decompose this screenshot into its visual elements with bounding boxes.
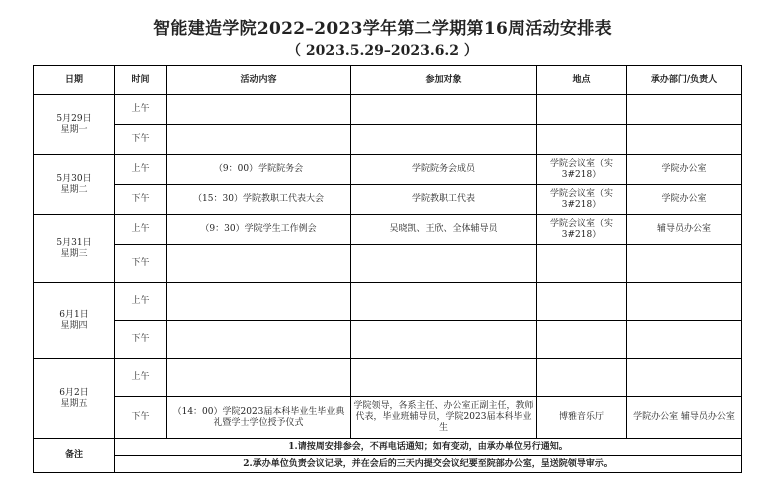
content-cell: （9：30）学院学生工作例会 (167, 215, 351, 245)
location-cell (537, 283, 627, 321)
notes-row (34, 439, 742, 456)
table-row (34, 321, 742, 359)
date-cell (34, 95, 115, 155)
date-cell (34, 215, 115, 283)
participants-cell (351, 245, 537, 283)
time-cell: 下午 (115, 185, 167, 215)
location-cell: 学院会议室（实3#218） (537, 215, 627, 245)
time-cell: 下午 (115, 321, 167, 359)
organizer-cell (627, 125, 742, 155)
location-cell (537, 321, 627, 359)
date: 6月1日 (59, 309, 89, 320)
notes-row (34, 456, 742, 473)
note-item: 2.承办单位负责会议记录，并在会后的三天内提交会议纪要至院部办公室，呈送院领导审示。 (115, 456, 742, 473)
weekday: 星期三 (60, 248, 88, 259)
time-cell: 下午 (115, 245, 167, 283)
table-row (34, 359, 742, 397)
organizer-cell (627, 321, 742, 359)
location-cell: 学院会议室（实3#218） (537, 185, 627, 215)
organizer-cell: 学院办公室 (627, 155, 742, 185)
header-content: 活动内容 (167, 66, 351, 95)
participants-cell (351, 321, 537, 359)
time-cell: 上午 (115, 359, 167, 397)
schedule-table (33, 65, 742, 473)
content-cell (167, 359, 351, 397)
table-row (34, 215, 742, 245)
date-cell (34, 155, 115, 215)
location-cell (537, 95, 627, 125)
weekday: 星期四 (60, 320, 88, 331)
table-row (34, 125, 742, 155)
participants-cell: 吴晓凯、王欣、全体辅导员 (351, 215, 537, 245)
content-cell (167, 125, 351, 155)
organizer-cell (627, 283, 742, 321)
table-row (34, 397, 742, 439)
content-cell: （14：00）学院2023届本科毕业生毕业典礼暨学士学位授予仪式 (167, 397, 351, 439)
notes-label: 备注 (34, 439, 115, 473)
participants-cell (351, 283, 537, 321)
organizer-cell (627, 95, 742, 125)
time-cell: 下午 (115, 125, 167, 155)
header-organizer: 承办部门/负责人 (627, 66, 742, 95)
location-cell (537, 359, 627, 397)
page-title: 智能建造学院2022–2023学年第二学期第16周活动安排表 (153, 19, 612, 39)
participants-cell (351, 359, 537, 397)
organizer-cell: 学院办公室 (627, 185, 742, 215)
location-cell: 博雅音乐厅 (537, 397, 627, 439)
table-row (34, 95, 742, 125)
location-cell (537, 125, 627, 155)
date: 5月30日 (56, 173, 92, 184)
content-cell (167, 245, 351, 283)
header-row (34, 66, 742, 95)
weekday: 星期五 (60, 398, 88, 409)
location-cell: 学院会议室（实3#218） (537, 155, 627, 185)
organizer-cell (627, 245, 742, 283)
participants-cell (351, 125, 537, 155)
date-cell (34, 359, 115, 439)
organizer-cell: 学院办公室 辅导员办公室 (627, 397, 742, 439)
content-cell: （15：30）学院教职工代表大会 (167, 185, 351, 215)
participants-cell: 学院教职工代表 (351, 185, 537, 215)
participants-cell: 学院院务会成员 (351, 155, 537, 185)
time-cell: 上午 (115, 155, 167, 185)
content-cell (167, 321, 351, 359)
date: 5月31日 (56, 237, 92, 248)
table-row (34, 283, 742, 321)
participants-cell (351, 95, 537, 125)
table-row (34, 245, 742, 283)
date: 6月2日 (59, 387, 89, 398)
content-cell (167, 95, 351, 125)
page-subtitle: （ 2023.5.29–2023.6.2 ） (287, 43, 478, 59)
header-date: 日期 (34, 66, 115, 95)
weekday: 星期一 (60, 124, 88, 135)
time-cell: 上午 (115, 215, 167, 245)
date: 5月29日 (56, 113, 92, 124)
location-cell (537, 245, 627, 283)
note-item: 1.请按周安排参会，不再电话通知；如有变动，由承办单位另行通知。 (115, 439, 742, 456)
content-cell (167, 283, 351, 321)
time-cell: 上午 (115, 283, 167, 321)
date-cell (34, 283, 115, 359)
header-participants: 参加对象 (351, 66, 537, 95)
time-cell: 上午 (115, 95, 167, 125)
header-time: 时间 (115, 66, 167, 95)
header-location: 地点 (537, 66, 627, 95)
table-row (34, 185, 742, 215)
organizer-cell (627, 359, 742, 397)
time-cell: 下午 (115, 397, 167, 439)
table-row (34, 155, 742, 185)
weekday: 星期二 (60, 184, 88, 195)
organizer-cell: 辅导员办公室 (627, 215, 742, 245)
participants-cell: 学院领导，各系主任、办公室正副主任，教师代表，毕业班辅导员，学院2023届本科毕业生 (351, 397, 537, 439)
content-cell: （9：00）学院院务会 (167, 155, 351, 185)
